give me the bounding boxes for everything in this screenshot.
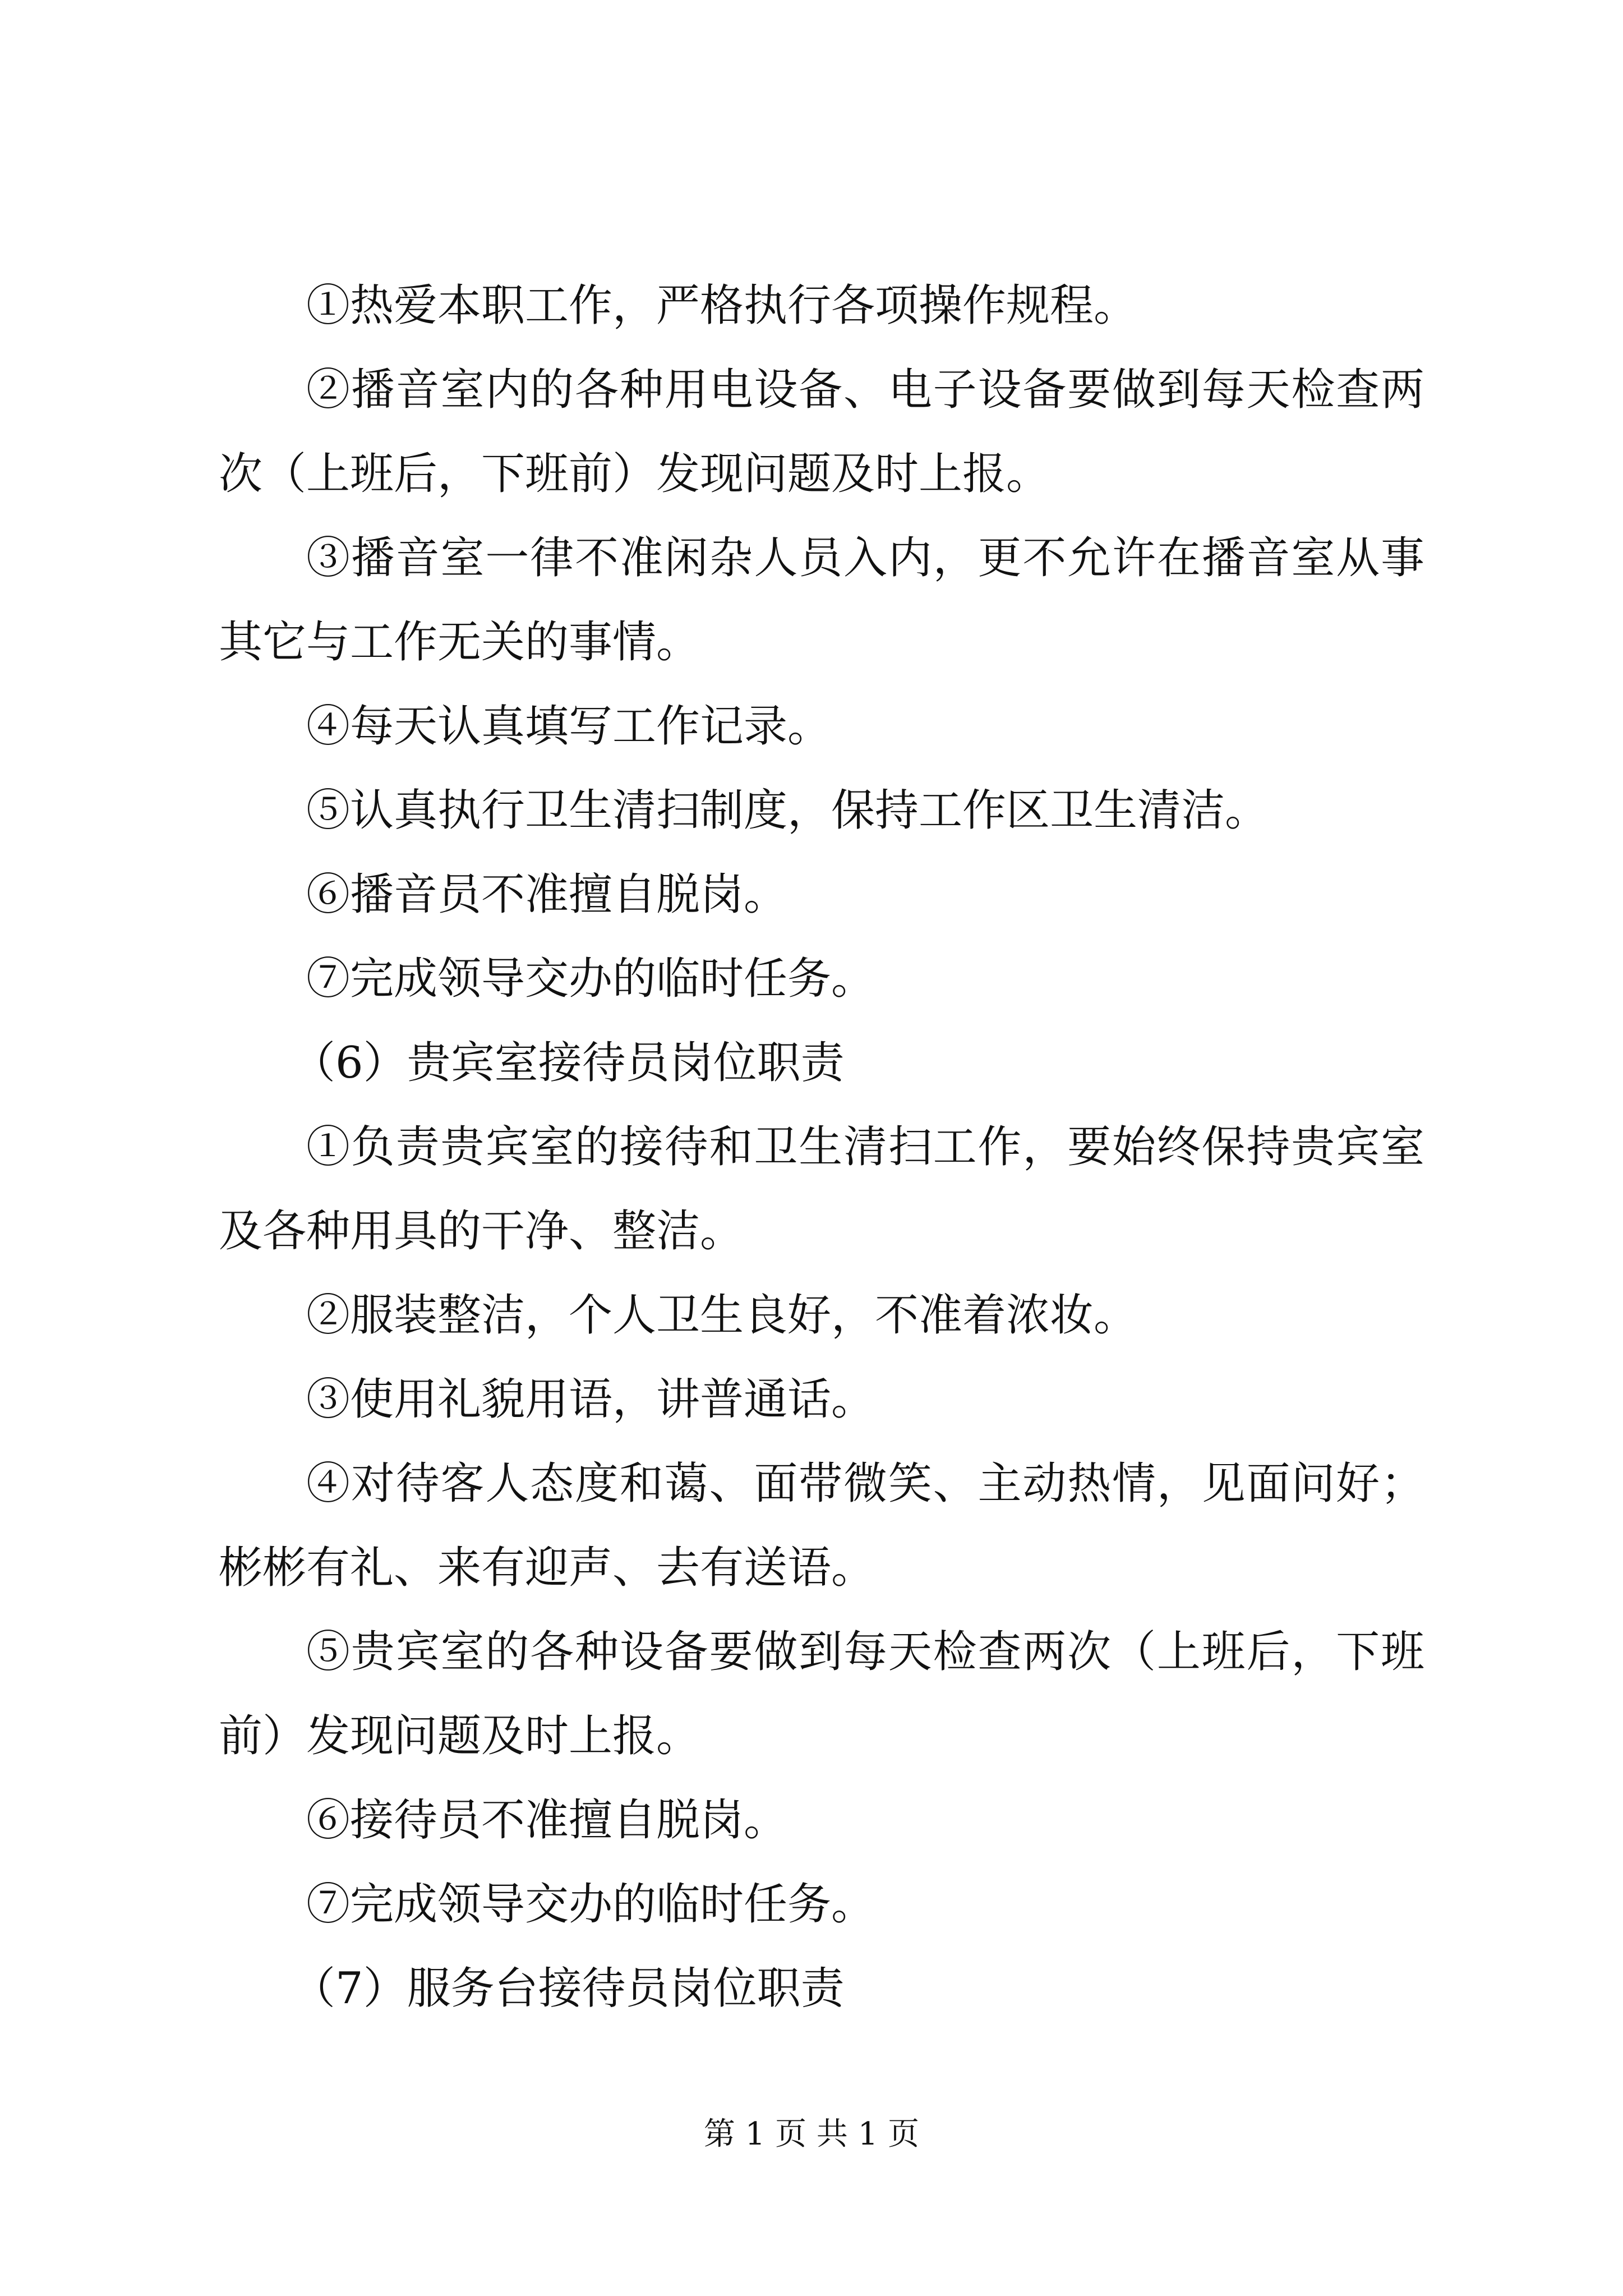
paragraph-12: ⑤贵宾室的各种设备要做到每天检查两次（上班后，下班前）发现问题及时上报。 bbox=[219, 1627, 1424, 1761]
paragraph-2: ②播音室内的各种用电设备、电子设备要做到每天检查两次（上班后，下班前）发现问题及时上报。 bbox=[219, 365, 1424, 499]
paragraph-14: ⑦完成领导交办的临时任务。 bbox=[306, 1879, 875, 1930]
section-heading-6: （6）贵宾室接待员岗位职责 bbox=[292, 1038, 845, 1088]
paragraph-5: ⑤认真执行卫生清扫制度，保持工作区卫生清洁。 bbox=[306, 785, 1269, 836]
document-body bbox=[219, 264, 1424, 2031]
section-heading-7: （7）服务台接待员岗位职责 bbox=[292, 1963, 845, 2014]
paragraph-6: ⑥播音员不准擅自脱岗。 bbox=[306, 869, 788, 920]
paragraph-7: ⑦完成领导交办的临时任务。 bbox=[306, 954, 875, 1004]
paragraph-4: ④每天认真填写工作记录。 bbox=[306, 701, 832, 752]
paragraph-13: ⑥接待员不准擅自脱岗。 bbox=[306, 1795, 788, 1846]
paragraph-3: ③播音室一律不准闲杂人员入内，更不允许在播音室从事其它与工作无关的事情。 bbox=[219, 533, 1424, 668]
page-footer: 第 1 页 共 1 页 bbox=[703, 2116, 920, 2152]
paragraph-8: ①负责贵宾室的接待和卫生清扫工作，要始终保持贵宾室及各种用具的干净、整洁。 bbox=[219, 1122, 1424, 1257]
paragraph-10: ③使用礼貌用语，讲普通话。 bbox=[306, 1374, 875, 1425]
paragraph-11: ④对待客人态度和蔼、面带微笑、主动热情，见面问好；彬彬有礼、来有迎声、去有送语。 bbox=[219, 1458, 1424, 1593]
paragraph-9: ②服装整洁，个人卫生良好，不准着浓妆。 bbox=[306, 1290, 1138, 1341]
paragraph-1: ①热爱本职工作，严格执行各项操作规程。 bbox=[306, 280, 1138, 331]
